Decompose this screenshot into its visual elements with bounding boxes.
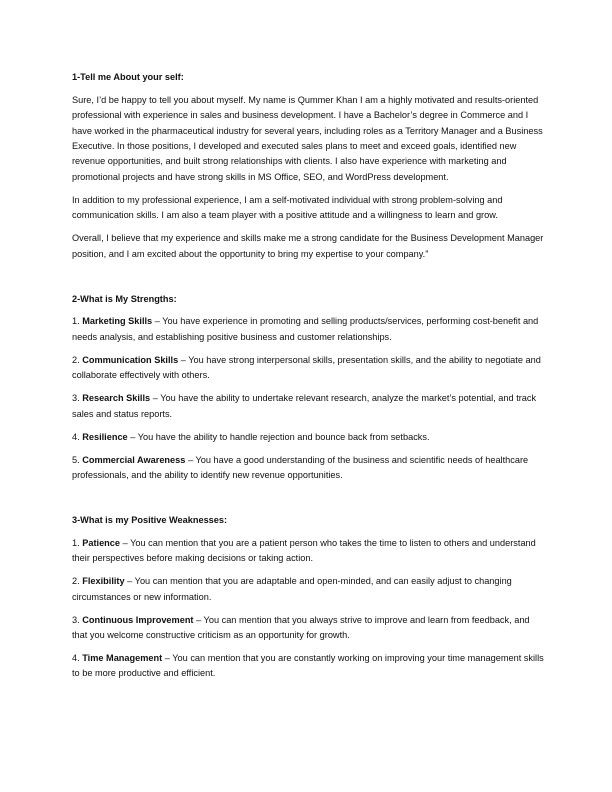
item-term: Flexibility: [82, 576, 125, 587]
about-paragraph: Sure, I’d be happy to tell you about myself. My name is Qummer Khan I am a highly motivated and results-oriented professional with experience in sales and business development. I have a Bachelor’s degree in Commerce and I have worked in the pharmaceutical industry for several years, including roles as a Territory Manager and a Business Executive. In those positions, I developed and executed sales plans to meet and exceed goals, identified new revenue opportunities, and built strong relationships with clients. I also have experience with marketing and promotional projects and have strong skills in MS Office, SEO, and WordPress development.: [72, 94, 543, 182]
item-number: 1.: [72, 537, 83, 548]
strength-item: [72, 314, 544, 345]
item-text: – You can mention that you are a patient person who takes the time to listen to others and understand their perspectives before making decisions or taking action.: [72, 537, 536, 564]
item-term: Communication Skills: [82, 354, 179, 365]
weakness-item: [72, 536, 544, 567]
item-text: – You have experience in promoting and selling products/services, performing cost-benefit and needs analysis, and establishing positive business and customer relationships.: [72, 316, 539, 342]
strength-item: [72, 430, 544, 445]
section-title-about: 1-Tell me About your self:: [72, 72, 184, 82]
document-page: [72, 70, 544, 689]
item-text: – You have a good understanding of the business and scientific needs of healthcare professionals, and the ability to identify new revenue opportunities.: [72, 454, 529, 481]
item-number: 2.: [72, 576, 83, 587]
item-number: 3.: [72, 614, 83, 625]
strength-item: [72, 353, 544, 384]
weakness-item: [72, 574, 544, 605]
item-text: – You have the ability to undertake relevant research, analyze the market’s potential, and track sales and status reports.: [72, 393, 537, 419]
item-term: Time Management: [82, 653, 163, 664]
item-text: – You can mention that you always strive to improve and learn from feedback, and that you welcome constructive criticism as an opportunity for growth.: [72, 614, 530, 641]
section-title-strengths: 2-What is My Strengths:: [72, 293, 177, 304]
section-title-weaknesses: 3-What is my Positive Weaknesses:: [72, 515, 228, 526]
weakness-item: [72, 613, 544, 644]
item-term: Resilience: [82, 431, 128, 442]
strength-item: [72, 391, 544, 422]
section-spacer: [72, 491, 544, 513]
about-paragraph: Overall, I believe that my experience and skills make me a strong candidate for the Business Development Manager position, and I am excited about the opportunity to bring my expertise to your company.”: [72, 233, 544, 259]
item-text: – You have the ability to handle rejection and bounce back from setbacks.: [127, 431, 430, 442]
item-number: 4.: [72, 653, 83, 664]
item-text: – You can mention that you are constantly working on improving your time management skills to be more productive and efficient.: [72, 653, 544, 679]
item-number: 4.: [72, 431, 83, 442]
item-number: 2.: [72, 354, 83, 365]
item-number: 5.: [72, 454, 83, 465]
item-number: 3.: [72, 393, 83, 404]
section-spacer: [72, 270, 544, 292]
item-text: – You have strong interpersonal skills, presentation skills, and the ability to negotiate and collaborate effectively with others.: [72, 354, 541, 381]
item-term: Continuous Improvement: [82, 614, 194, 625]
item-term: Marketing Skills: [82, 316, 153, 327]
item-term: Research Skills: [82, 393, 151, 404]
item-text: – You can mention that you are adaptable and open-minded, and can easily adjust to changing circumstances or new information.: [72, 576, 512, 602]
item-term: Patience: [82, 537, 121, 548]
strength-item: [72, 453, 544, 484]
weakness-item: [72, 651, 544, 682]
item-term: Commercial Awareness: [82, 454, 186, 465]
about-paragraph: In addition to my professional experience, I am a self-motivated individual with strong problem-solving and communication skills. I am also a team player with a positive attitude and a willingness to learn and grow.: [72, 194, 503, 221]
item-number: 1.: [72, 316, 83, 327]
